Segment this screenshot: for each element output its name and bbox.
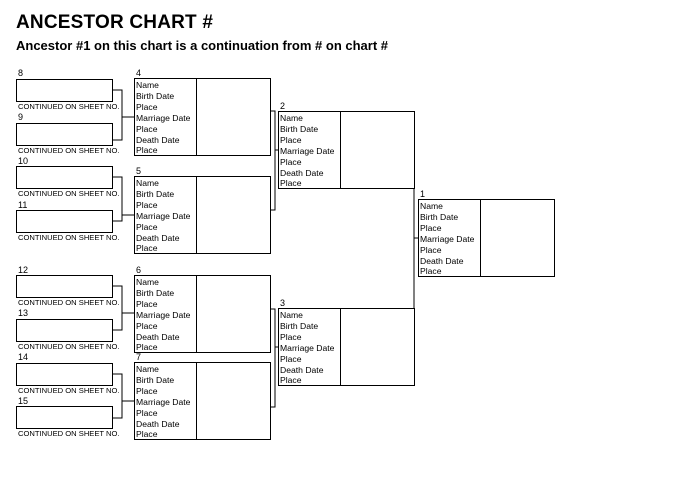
connector-10-11 [113,177,122,221]
page-subtitle: Ancestor #1 on this chart is a continuation from # on chart # [16,38,389,53]
continuation-number-9: 9 [18,112,24,122]
continued-on-sheet-label: CONTINUED ON SHEET NO. [18,102,120,111]
person-number-7: 7 [136,352,142,362]
marriage-place-label: Place [136,320,158,331]
marriage-date-label: Marriage Date [420,233,475,244]
person-box-5[interactable] [134,176,271,254]
continuation-number-8: 8 [18,68,24,78]
continuation-box-11[interactable] [16,210,113,233]
marriage-place-label: Place [280,353,302,364]
continuation-number-14: 14 [18,352,29,362]
marriage-date-label: Marriage Date [280,342,335,353]
birth-place-label: Place [280,134,302,145]
person-fields [135,363,197,439]
continued-on-sheet-label: CONTINUED ON SHEET NO. [18,429,120,438]
person-fields [135,79,197,155]
continued-on-sheet-label: CONTINUED ON SHEET NO. [18,146,120,155]
birth-date-label: Birth Date [136,90,175,101]
marriage-place-label: Place [136,407,158,418]
connector-12-13 [113,286,122,330]
continuation-box-12[interactable] [16,275,113,298]
continuation-number-10: 10 [18,156,29,166]
marriage-date-label: Marriage Date [136,396,191,407]
marriage-place-label: Place [420,244,442,255]
person-box-3[interactable] [278,308,415,386]
continuation-box-8[interactable] [16,79,113,102]
page-title: ANCESTOR CHART # [16,12,214,33]
birth-place-label: Place [136,199,158,210]
person-box-2[interactable] [278,111,415,189]
person-number-4: 4 [136,68,142,78]
death-place-label: Place [136,243,158,254]
birth-date-label: Birth Date [280,123,319,134]
death-place-label: Place [136,145,158,156]
death-place-label: Place [280,375,302,386]
marriage-date-label: Marriage Date [136,210,191,221]
marriage-date-label: Marriage Date [280,145,335,156]
death-date-label: Death Date [280,167,324,178]
continued-on-sheet-label: CONTINUED ON SHEET NO. [18,298,120,307]
death-place-label: Place [420,266,442,277]
connector-4-5 [271,111,275,210]
continuation-number-15: 15 [18,396,29,406]
person-box-7[interactable] [134,362,271,440]
person-number-5: 5 [136,166,142,176]
continuation-box-10[interactable] [16,166,113,189]
name-label: Name [136,277,159,287]
birth-place-label: Place [136,385,158,396]
person-fields [279,309,341,385]
name-label: Name [280,113,303,123]
marriage-place-label: Place [136,221,158,232]
continuation-number-12: 12 [18,265,29,275]
birth-place-label: Place [420,222,442,233]
person-number-3: 3 [280,298,286,308]
name-label: Name [136,80,159,90]
death-date-label: Death Date [136,134,180,145]
connector-14-15 [113,374,122,418]
person-fields [135,177,197,253]
person-fields [279,112,341,188]
death-date-label: Death Date [280,364,324,375]
continued-on-sheet-label: CONTINUED ON SHEET NO. [18,233,120,242]
death-place-label: Place [136,342,158,353]
continued-on-sheet-label: CONTINUED ON SHEET NO. [18,342,120,351]
name-label: Name [136,364,159,374]
person-box-6[interactable] [134,275,271,353]
birth-date-label: Birth Date [136,374,175,385]
birth-date-label: Birth Date [136,188,175,199]
continuation-box-13[interactable] [16,319,113,342]
person-number-1: 1 [420,189,426,199]
birth-date-label: Birth Date [420,211,459,222]
connector-8-9 [113,90,122,140]
continuation-number-13: 13 [18,308,29,318]
death-place-label: Place [280,178,302,189]
death-date-label: Death Date [136,232,180,243]
person-number-6: 6 [136,265,142,275]
person-fields [419,200,481,276]
death-date-label: Death Date [420,255,464,266]
person-number-2: 2 [280,101,286,111]
connector-6-7 [271,309,275,407]
birth-place-label: Place [136,298,158,309]
person-fields [135,276,197,352]
birth-place-label: Place [136,101,158,112]
marriage-place-label: Place [280,156,302,167]
marriage-date-label: Marriage Date [136,309,191,320]
continued-on-sheet-label: CONTINUED ON SHEET NO. [18,189,120,198]
birth-place-label: Place [280,331,302,342]
continuation-box-15[interactable] [16,406,113,429]
death-date-label: Death Date [136,418,180,429]
continuation-box-14[interactable] [16,363,113,386]
birth-date-label: Birth Date [136,287,175,298]
name-label: Name [280,310,303,320]
continuation-box-9[interactable] [16,123,113,146]
name-label: Name [136,178,159,188]
continuation-number-11: 11 [18,200,28,210]
continued-on-sheet-label: CONTINUED ON SHEET NO. [18,386,120,395]
person-box-1[interactable] [418,199,555,277]
birth-date-label: Birth Date [280,320,319,331]
marriage-place-label: Place [136,123,158,134]
death-place-label: Place [136,429,158,440]
name-label: Name [420,201,443,211]
person-box-4[interactable] [134,78,271,156]
death-date-label: Death Date [136,331,180,342]
marriage-date-label: Marriage Date [136,112,191,123]
